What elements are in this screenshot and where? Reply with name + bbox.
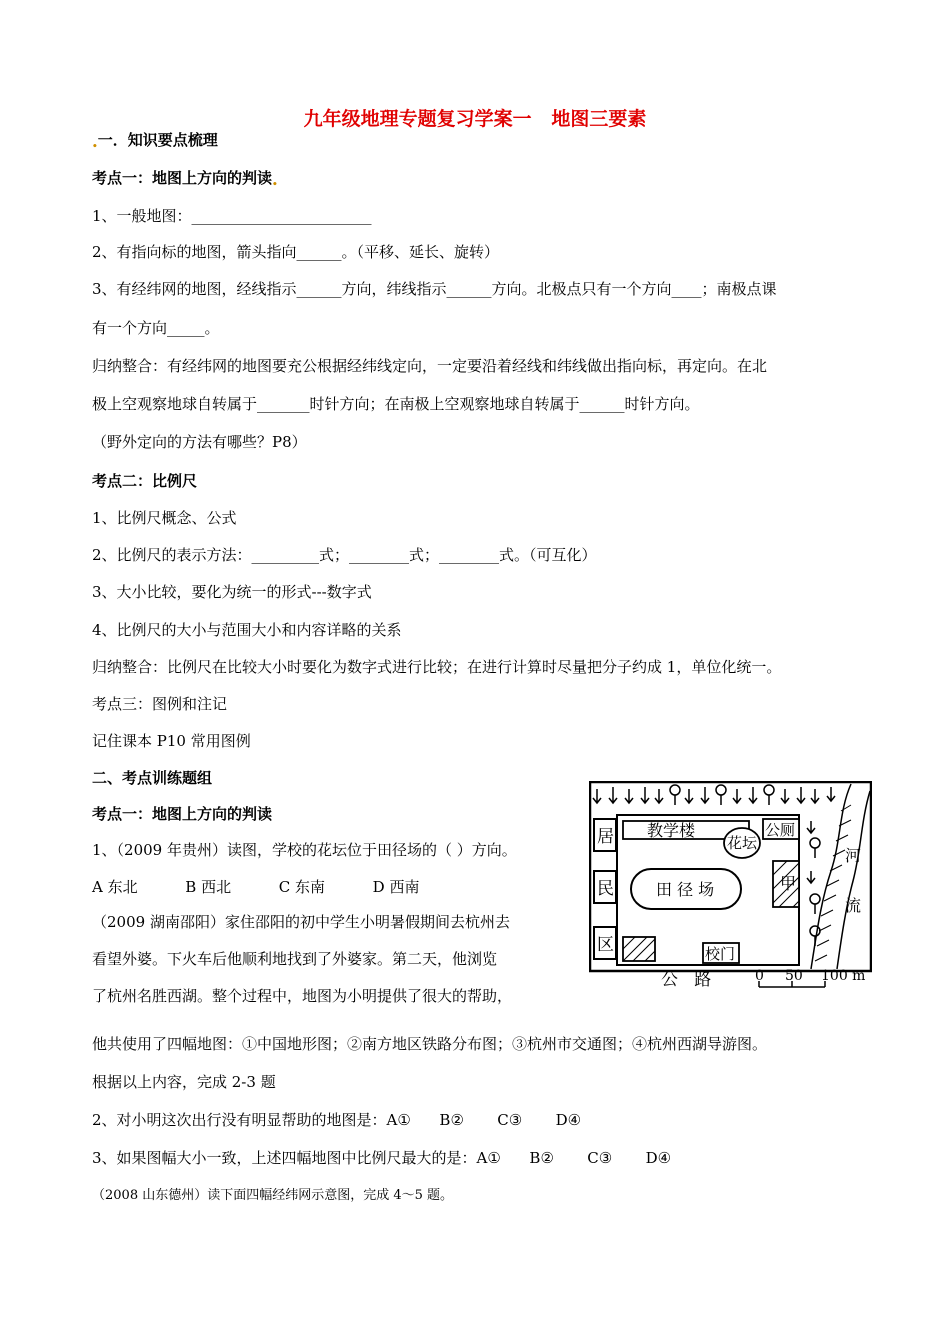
line-text: 考点二：比例尺 — [92, 472, 198, 490]
text-line — [92, 1034, 767, 1054]
text-line — [92, 731, 251, 751]
text-line — [92, 432, 307, 452]
track-field-label: 田 径 场 — [656, 880, 715, 899]
line-text: 2、比例尺的表示方法：_________式；________式；________式。（可互化） — [92, 546, 597, 564]
residential-label-1: 居 — [597, 827, 614, 847]
teaching-building-label: 教学楼 — [647, 821, 696, 840]
text-line — [92, 768, 212, 788]
line-text: 1、一般地图：________________________ — [92, 207, 372, 225]
line-text: 他共使用了四幅地图：①中国地形图；②南方地区铁路分布图；③杭州市交通图；④杭州西湖导游图。 — [92, 1035, 768, 1053]
text-line — [92, 912, 510, 932]
river — [811, 784, 870, 969]
document-title: 九年级地理专题复习学案一 地图三要素 — [303, 108, 647, 130]
line-text: 根据以上内容，完成 2-3 题 — [92, 1073, 276, 1091]
text-line — [92, 1110, 581, 1130]
line-text: 考点三：图例和注记 — [92, 695, 228, 713]
residential-label-2: 民 — [597, 879, 614, 899]
text-line — [92, 1186, 453, 1206]
scale-label-50: 50 — [785, 968, 803, 984]
text-line — [92, 394, 700, 414]
river-label-2: 流 — [845, 896, 862, 915]
text-line — [92, 168, 278, 191]
line-text: 2、对小明这次出行没有明显帮助的地图是：A① B② C③ D④ — [92, 1111, 582, 1129]
text-line — [92, 694, 227, 714]
school-map — [589, 781, 872, 999]
mark-dot: • — [92, 142, 98, 152]
line-text: 考点一：地图上方向的判读 — [92, 805, 273, 823]
line-text: 3、如果图幅大小一致，上述四幅地图中比例尺最大的是：A① B② C③ D④ — [92, 1149, 672, 1167]
road-label: 公 路 — [661, 970, 712, 990]
line-text: 极上空观察地球自转属于_______时针方向；在南极上空观察地球自转属于______时针方向。 — [92, 395, 700, 413]
line-text: 考点一：地图上方向的判读 — [92, 169, 273, 187]
text-line — [92, 840, 517, 860]
line-text: 了杭州名胜西湖。整个过程中，地图为小明提供了很大的帮助， — [92, 987, 513, 1005]
line-text: 2、有指向标的地图，箭头指向______。（平移、延长、旋转） — [92, 243, 500, 261]
line-text: 记住课本 P10 常用图例 — [92, 732, 251, 750]
line-text: （2008 山东德州）读下面四幅经纬网示意图，完成 4～5 题。 — [92, 1188, 454, 1203]
text-line — [92, 318, 220, 338]
text-line — [92, 130, 218, 153]
line-text: A 东北 B 西北 C 东南 D 西南 — [92, 878, 420, 896]
scale-label-100: 100 m — [821, 968, 866, 984]
text-line — [92, 620, 402, 640]
text-line — [92, 986, 512, 1006]
line-text: 归纳整合：有经纬网的地图要充公根据经纬线定向，一定要沿着经线和纬线做出指向标，再定向。在北 — [92, 357, 768, 375]
text-line — [92, 657, 781, 677]
line-text: （野外定向的方法有哪些？P8） — [92, 433, 307, 451]
text-line — [92, 1148, 671, 1168]
toilet-label: 公厕 — [765, 821, 796, 839]
text-line — [92, 356, 767, 376]
text-line — [92, 804, 272, 824]
text-line — [92, 508, 237, 528]
text-line — [92, 545, 597, 565]
line-text: 看望外婆。下火车后他顺利地找到了外婆家。第二天，他浏览 — [92, 950, 498, 968]
text-line — [92, 949, 497, 969]
text-line — [92, 582, 372, 602]
line-text: （2009 湖南邵阳）家住邵阳的初中学生小明暑假期间去杭州去 — [92, 913, 510, 931]
residential-label-3: 区 — [597, 935, 614, 955]
line-text: 有一个方向_____。 — [92, 319, 220, 337]
text-line — [92, 1072, 276, 1092]
text-line — [92, 279, 777, 299]
text-line — [92, 242, 499, 262]
line-text: 一．知识要点梳理 — [97, 131, 218, 149]
line-text: 3、大小比较，要化为统一的形式---数字式 — [92, 583, 372, 601]
text-line — [92, 471, 197, 491]
text-line — [92, 206, 372, 226]
text-line — [92, 877, 419, 897]
mark-dot: • — [272, 180, 278, 190]
line-text: 二、考点训练题组 — [92, 769, 213, 787]
gate-label: 校门 — [705, 945, 736, 963]
jia-label: 甲 — [780, 874, 797, 893]
line-text: 归纳整合：比例尺在比较大小时要化为数字式进行比较；在进行计算时尽量把分子约成 1，单位化统一。 — [92, 658, 782, 676]
scale-label-0: 0 — [755, 968, 764, 984]
flower-bed-label: 花坛 — [727, 834, 758, 852]
line-text: 3、有经纬网的地图，经线指示______方向，纬线指示______方向。北极点只有一个方向____；南极点课 — [92, 280, 777, 298]
river-label-1: 河 — [845, 846, 862, 865]
line-text: 1、比例尺概念、公式 — [92, 509, 237, 527]
line-text: 1、（2009 年贵州）读图，学校的花坛位于田径场的（ ）方向。 — [92, 841, 517, 859]
line-text: 4、比例尺的大小与范围大小和内容详略的关系 — [92, 621, 402, 639]
